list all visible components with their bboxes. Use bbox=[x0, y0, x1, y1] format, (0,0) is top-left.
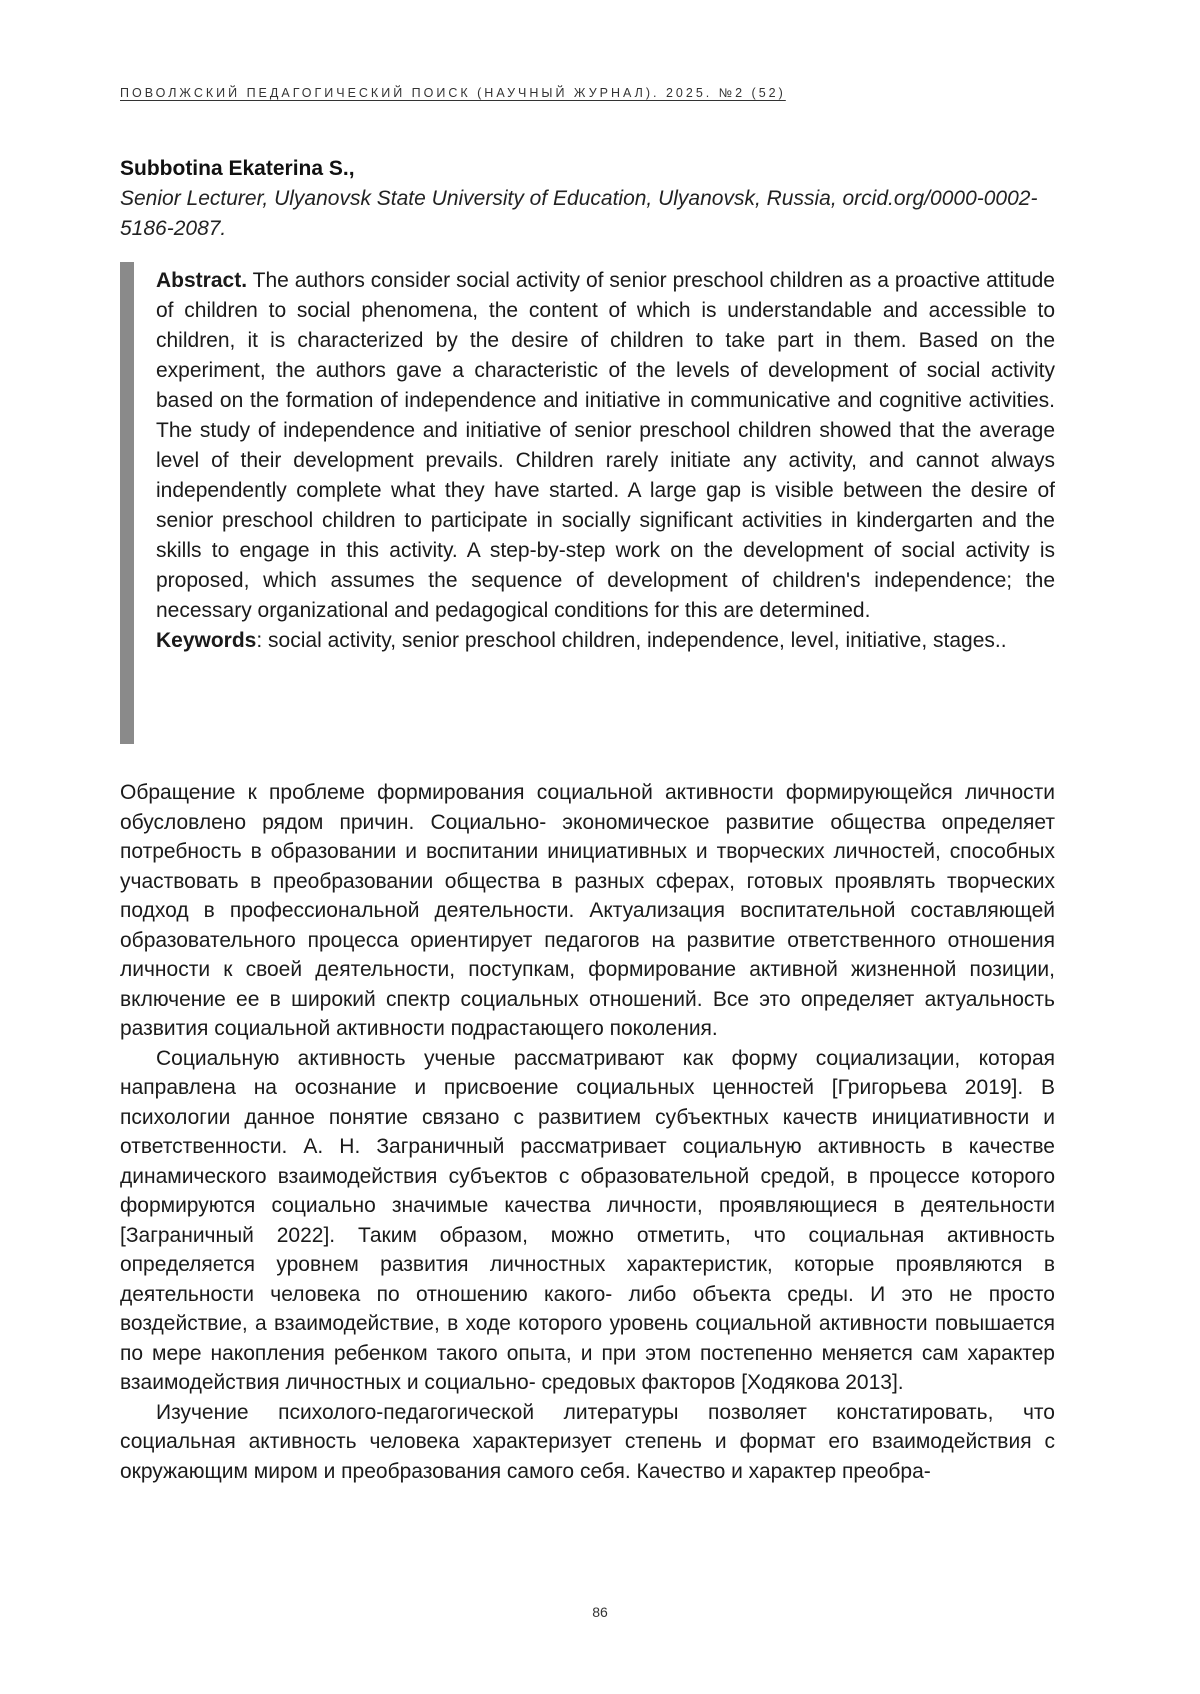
abstract-label: Abstract. bbox=[156, 269, 248, 292]
body-paragraph-1: Обращение к проблеме формирования социальной активности формирующейся личности обусловлено рядом причин. Социально- экономическое развитие общества определяет потребность в образовании и воспитании инициативных и творческих личностей, способных участвовать в преобразовании общества в разных сферах, готовых проявлять творческих подход в профессиональной деятельности. Актуализация воспитательной составляющей образовательного процесса ориентирует педагогов на развитие ответственного отношения личности к своей деятельности, поступкам, формирование активной жизненной позиции, включение ее в широкий спектр социальных отношений. Все это определяет актуальность развития социальной активности подрастающего поколения. bbox=[120, 781, 1055, 1040]
author-affiliation: Senior Lecturer, Ulyanovsk State University of Education, Ulyanovsk, Russia, orcid.org/0000-0002-5186-2087. bbox=[120, 187, 1038, 240]
body-paragraph-3: Изучение психолого-педагогической литературы позволяет констатировать, что социальная активность человека характеризует степень и формат его взаимодействия с окружающим миром и преобразования самого себя. Качество и характер преобра- bbox=[120, 1400, 1055, 1483]
author-block bbox=[120, 154, 1055, 244]
main-text bbox=[120, 778, 1055, 1486]
author-name: Subbotina Ekaterina S., bbox=[120, 157, 355, 180]
abstract-text bbox=[156, 266, 1055, 656]
abstract-section bbox=[120, 262, 1055, 744]
abstract-body: The authors consider social activity of senior preschool children as a proactive attitude of children to social phenomena, the content of which is understandable and accessible to children, it is characterized by the desire of children to take part in them. Based on the experiment, the authors gave a characteristic of the levels of development of social activity based on the formation of independence and initiative in communicative and cognitive activities. The study of independence and initiative of senior preschool children showed that the average level of their development prevails. Children rarely initiate any activity, and cannot always independently complete what they have started. A large gap is visible between the desire of senior preschool children to participate in socially significant activities in kindergarten and the skills to engage in this activity. A step-by-step work on the development of social activity is proposed, which assumes the sequence of development of children's independence; the necessary organizational and pedagogical conditions for this are determined. bbox=[156, 269, 1055, 622]
running-header: ПОВОЛЖСКИЙ ПЕДАГОГИЧЕСКИЙ ПОИСК (НАУЧНЫЙ ЖУРНАЛ). 2025. №2 (52) bbox=[120, 86, 786, 100]
abstract-side-bar bbox=[120, 262, 134, 744]
body-paragraph-2: Социальную активность ученые рассматривают как форму социализации, которая направлена на осознание и присвоение социальных ценностей [Григорьева 2019]. В психологии данное понятие связано с развитием субъектных качеств инициативности и ответственности. А. Н. Заграничный рассматривает социальную активность в качестве динамического взаимодействия субъектов с образовательной средой, в процессе которого формируются социально значимые качества личности, проявляющиеся в деятельности [Заграничный 2022]. Таким образом, можно отметить, что социальная активность определяется уровнем развития личностных характеристик, которые проявляются в деятельности человека по отношению какого- либо объекта среды. И это не просто воздействие, а взаимодействие, в ходе которого уровень социальной активности повышается по мере накопления ребенком такого опыта, и при этом постепенно меняется сам характер взаимодействия личностных и социально- средовых факторов [Ходякова 2013]. bbox=[120, 1046, 1055, 1394]
keywords-label: Keywords bbox=[156, 629, 257, 652]
keywords-list: : social activity, senior preschool children, independence, level, initiative, stages.. bbox=[256, 629, 1007, 652]
page-number: 86 bbox=[592, 1604, 608, 1620]
